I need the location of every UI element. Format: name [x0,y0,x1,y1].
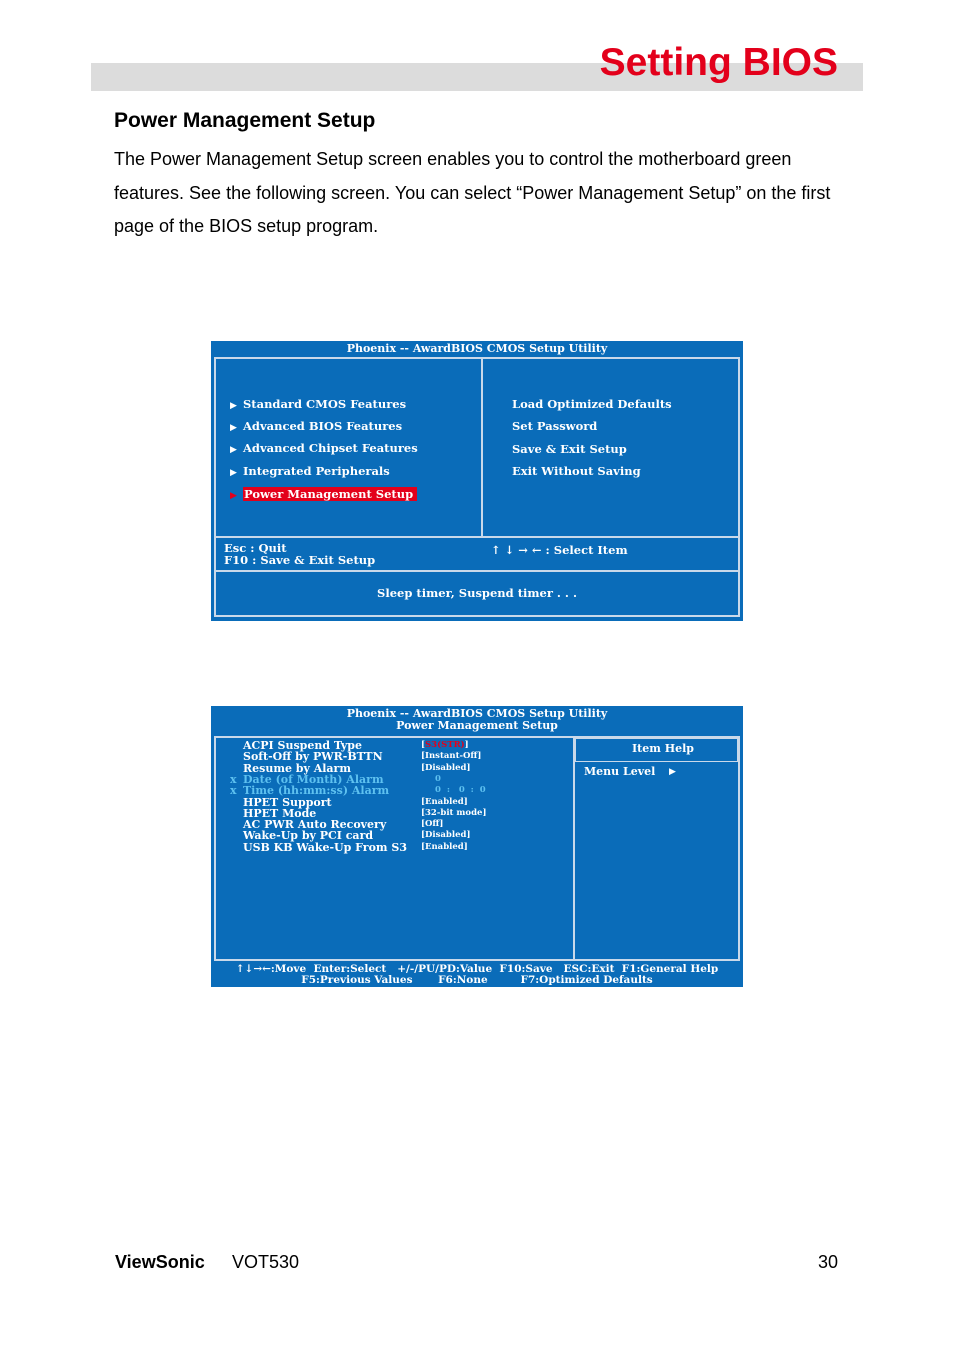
menu-level-label: Menu Level [584,765,656,778]
bios-main-divider-h1 [216,536,738,538]
menu-item-integrated-peripherals[interactable]: ▶ Integrated Peripherals [230,464,390,478]
bios-status-line: Sleep timer, Suspend timer . . . [377,586,577,600]
bios-pm-subtitle: Power Management Setup [396,719,558,732]
menu-item-load-defaults[interactable]: Load Optimized Defaults [512,397,672,411]
section-title: Power Management Setup [114,109,376,132]
triangle-right-icon: ▶ [669,767,676,777]
setting-usb-kb-wake-up[interactable]: USB KB Wake-Up From S3 [243,840,407,854]
value-time-alarm: 0 : 0 : 0 [435,785,486,796]
bios-main-title: Phoenix -- AwardBIOS CMOS Setup Utility [346,342,608,355]
menu-item-exit-without-saving[interactable]: Exit Without Saving [512,464,641,478]
key-hint-esc: Esc : Quit [224,541,287,555]
bios-pm-divider-v [573,738,575,959]
bios-main-divider-h2 [216,570,738,572]
menu-item-advanced-chipset[interactable]: ▶ Advanced Chipset Features [230,441,418,455]
setting-hpet-support[interactable]: HPET Support [243,795,332,809]
page-header-title: Setting BIOS [599,41,838,84]
value-soft-off-pwr-bttn[interactable]: [Instant-Off] [421,751,482,762]
setting-acpi-suspend-type[interactable]: ACPI Suspend Type [243,739,362,752]
setting-wake-up-pci[interactable]: Wake-Up by PCI card [243,829,374,843]
key-hint-f10: F10 : Save & Exit Setup [224,553,376,567]
footer-brand: ViewSonic [115,1252,205,1272]
setting-date-alarm: x Date (of Month) Alarm [230,772,384,786]
triangle-right-icon: ▶ [230,445,237,455]
bios-pm-key-hints-1: ↑↓→←:Move Enter:Select +/-/PU/PD:Value F10:Save ESC:Exit F1:General Help [235,963,719,975]
value-wake-up-pci[interactable]: [Disabled] [421,830,471,841]
triangle-right-icon: ▶ [230,423,237,433]
bios-power-management-screen [211,706,743,987]
value-date-alarm: 0 [435,773,441,784]
triangle-right-icon: ▶ [230,491,237,501]
menu-item-advanced-bios[interactable]: ▶ Advanced BIOS Features [230,419,403,433]
setting-ac-pwr-recovery[interactable]: AC PWR Auto Recovery [243,818,387,832]
key-hint-select-item: ↑ ↓ → ← : Select Item [491,543,628,557]
triangle-right-icon: ▶ [230,401,237,411]
setting-time-alarm: x Time (hh:mm:ss) Alarm [230,784,390,798]
setting-resume-by-alarm[interactable]: Resume by Alarm [243,761,351,775]
value-hpet-mode[interactable]: [32-bit mode] [421,807,487,818]
value-ac-pwr-recovery[interactable]: [Off] [421,819,444,830]
setting-soft-off-pwr-bttn[interactable]: Soft-Off by PWR-BTTN [243,750,383,764]
value-resume-by-alarm[interactable]: [Disabled] [421,762,471,773]
footer-model: VOT530 [232,1252,300,1272]
bios-main-screen [211,341,743,621]
value-acpi-suspend-type[interactable]: [S3(STR)] [421,740,469,750]
menu-item-power-management[interactable]: ▶ Power Management Setup [230,487,417,503]
footer-page-number: 30 [817,1252,838,1272]
menu-item-save-exit[interactable]: Save & Exit Setup [512,442,627,456]
bios-pm-title: Phoenix -- AwardBIOS CMOS Setup Utility [346,707,608,720]
section-intro: The Power Management Setup screen enables you to control the motherboard green features. See the following screen. You can select “Power Management Setup” on the first page of the BIOS setup program. [114,149,831,236]
menu-item-standard-cmos[interactable]: ▶ Standard CMOS Features [230,397,407,411]
setting-hpet-mode[interactable]: HPET Mode [243,806,317,820]
bios-pm-key-hints-2: F5:Previous Values F6:None F7:Optimized Defaults [301,974,653,986]
menu-item-set-password[interactable]: Set Password [512,419,598,433]
value-usb-kb-wake-up[interactable]: [Enabled] [421,841,468,852]
value-hpet-support[interactable]: [Enabled] [421,796,468,807]
triangle-right-icon: ▶ [230,468,237,478]
bios-main-divider-v [481,359,483,538]
item-help-title: Item Help [632,742,694,755]
